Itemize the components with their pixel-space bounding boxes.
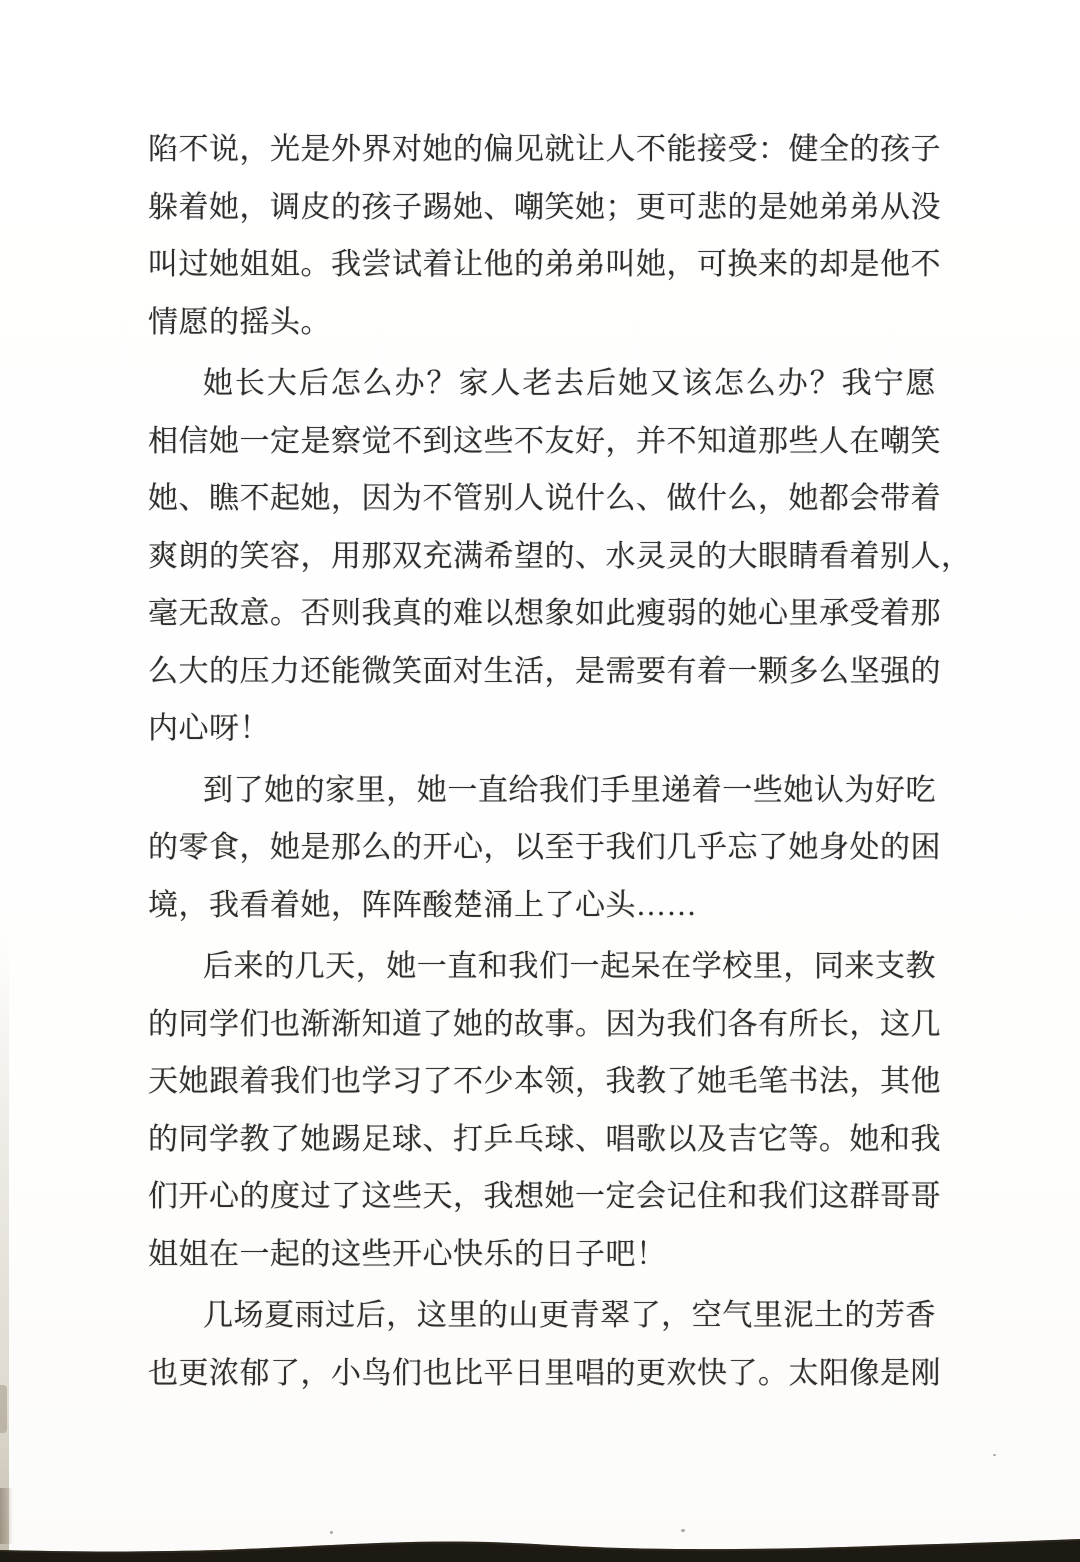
paragraph [148,121,941,351]
text-line: 的同学们也渐渐知道了她的故事。因为我们各有所长，这几 [148,1007,941,1041]
paper-left-edge [0,930,9,1562]
essay-text [148,121,972,1402]
text-line: 境，我看着她，阵阵酸楚涌上了心头…… [148,888,697,922]
text-line: 到了她的家里，她一直给我们手里递着一些她认为好吃 [203,773,936,807]
text-line: 的零食，她是那么的开心，以至于我们几乎忘了她身处的困 [148,831,941,864]
text-line: 她、瞧不起她，因为不管别人说什么、做什么，她都会带着 [148,482,941,515]
text-line: 姐姐在一起的这些开心快乐的日子吧！ [148,1237,667,1271]
text-line: 她长大后怎么办？家人老去后她又该怎么办？我宁愿 [203,367,936,400]
text-line: 后来的几天，她一直和我们一起呆在学校里，同来支教 [203,950,936,983]
text-line: 爽朗的笑容，用那双充满希望的、水灵灵的大眼睛看着别人， [148,539,972,573]
paragraph [148,355,972,758]
text-line: 也更浓郁了，小鸟们也比平日里唱的更欢快了。太阳像是刚 [148,1356,941,1390]
paragraph [148,938,941,1283]
text-line: 相信她一定是察觉不到这些不友好，并不知道那些人在嘲笑 [148,424,941,458]
text-line: 内心呀！ [148,712,270,745]
text-line: 的同学教了她踢足球、打乒乓球、唱歌以及吉它等。她和我 [148,1122,941,1156]
paragraph [148,1287,941,1402]
text-line: 叫过她姐姐。我尝试着让他的弟弟叫她，可换来的却是他不 [148,248,941,281]
dust-speck [993,1454,996,1456]
text-line: 天她跟着我们也学习了不少本领，我教了她毛笔书法，其他 [148,1065,941,1098]
text-line: 们开心的度过了这些天，我想她一定会记住和我们这群哥哥 [148,1180,941,1213]
dust-speck [330,1531,333,1534]
text-line: 毫无敌意。否则我真的难以想象如此瘦弱的她心里承受着那 [148,597,941,630]
text-line: 陷不说，光是外界对她的偏见就让人不能接受：健全的孩子 [148,133,941,166]
text-line: 情愿的摇头。 [148,305,331,339]
table-edge-under-page [0,1528,1080,1562]
dust-speck [681,1529,685,1532]
paragraph [148,762,941,935]
text-line: 躲着她，调皮的孩子踢她、嘲笑她；更可悲的是她弟弟从没 [148,190,941,224]
text-line: 几场夏雨过后，这里的山更青翠了，空气里泥土的芳香 [203,1299,936,1332]
text-line: 么大的压力还能微笑面对生活，是需要有着一颗多么坚强的 [148,654,941,688]
paper-edge-smudge [0,1385,7,1433]
